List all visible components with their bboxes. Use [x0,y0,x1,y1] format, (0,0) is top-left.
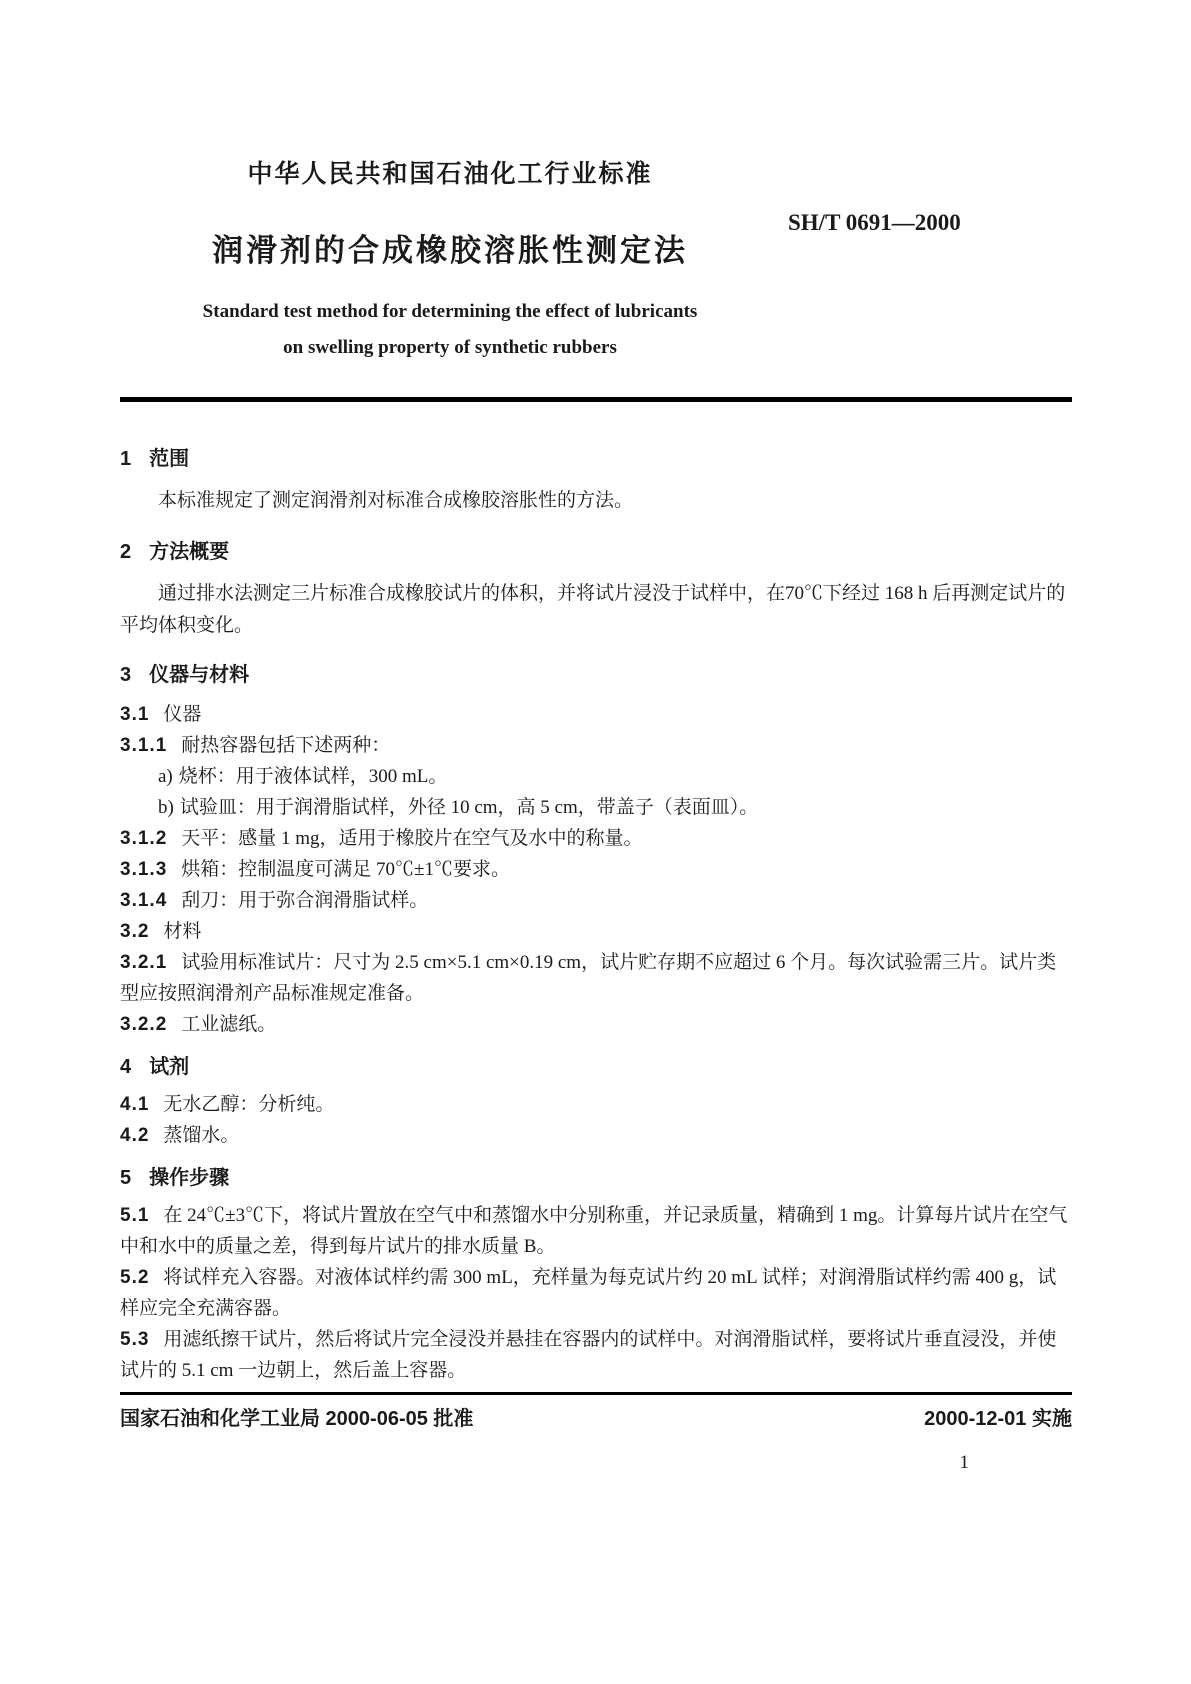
clause-text: 刮刀：用于弥合润滑脂试样。 [181,890,429,911]
approval-info: 国家石油和化学工业局 2000-06-05 批准 [120,1408,474,1430]
page-number: 1 [959,1452,969,1473]
clause-number: 3.1 [120,704,150,725]
clause-text: 将试样充入容器。对液体试样约需 300 mL，充样量为每克试片约 20 mL 试样；对润滑脂试样约需 400 g，试样应完全充满容器。 [120,1267,1057,1319]
footer-divider [120,1392,1072,1395]
header-divider [120,397,1072,402]
clause-text: 试验用标准试片：尺寸为 2.5 cm×5.1 cm×0.19 cm，试片贮存期不应超过 6 个月。每次试验需三片。试片类型应按照润滑剂产品标准规定准备。 [120,952,1057,1004]
section-5-clauses [120,1200,1072,1386]
clause-3-2 [120,916,1072,947]
clause-number: 4.1 [120,1094,150,1115]
clause-text: 工业滤纸。 [181,1014,277,1035]
clause-text: 仪器 [163,704,202,725]
list-item-text: 烧杯：用于液体试样，300 mL。 [178,766,448,787]
standard-type-line: 中华人民共和国石油化工行业标准 [247,160,653,188]
clause-number: 3.2 [120,921,150,942]
clause-5-1 [120,1200,1072,1262]
clause-number: 5.1 [120,1205,150,1226]
clause-number: 5.2 [120,1267,150,1288]
header-title-block [120,158,780,361]
clause-number: 5.3 [120,1329,150,1350]
clause-number: 3.2.1 [120,952,168,973]
clause-text: 在 24℃±3℃下，将试片置放在空气中和蒸馏水中分别称重，并记录质量，精确到 1 mg。计算每片试片在空气中和水中的质量之差，得到每片试片的排水质量 B。 [120,1205,1068,1257]
implementation-info: 2000-12-01 实施 [924,1408,1072,1430]
clause-4-2 [120,1120,1072,1151]
section-heading-scope [120,446,1072,473]
clause-3-1 [120,699,1072,730]
section-number: 5 [120,1167,132,1189]
clause-number: 3.2.2 [120,1014,168,1035]
clause-5-2 [120,1262,1072,1324]
list-item-a [120,761,1072,792]
clause-number: 4.2 [120,1125,150,1146]
section-number: 2 [120,541,132,563]
clause-text: 天平：感量 1 mg，适用于橡胶片在空气及水中的称量。 [181,828,643,849]
method-summary-paragraph: 通过排水法测定三片标准合成橡胶试片的体积，并将试片浸没于试样中，在70℃下经过 168 h 后再测定试片的平均体积变化。 [120,583,1066,636]
standard-code: SH/T 0691—2000 [788,210,961,235]
clause-text: 无水乙醇：分析纯。 [163,1094,335,1115]
clause-text: 蒸馏水。 [163,1125,240,1146]
section-number: 3 [120,664,132,686]
section-title: 方法概要 [149,541,230,563]
clause-number: 3.1.2 [120,828,168,849]
list-item-b [120,792,1072,823]
clause-text: 用滤纸擦干试片，然后将试片完全浸没并悬挂在容器内的试样中。对润滑脂试样，要将试片垂直浸没，并使试片的 5.1 cm 一边朝上，然后盖上容器。 [120,1329,1057,1381]
section-heading-apparatus-materials [120,662,1072,689]
document-header [120,158,1072,361]
section-title: 操作步骤 [149,1167,230,1189]
clause-3-2-2 [120,1009,1072,1040]
clause-3-1-3 [120,854,1072,885]
section-3-clauses [120,699,1072,1040]
section-4-clauses [120,1089,1072,1151]
clause-5-3 [120,1324,1072,1386]
clause-text: 耐热容器包括下述两种： [181,735,391,756]
section-title: 范围 [149,448,190,470]
section-title: 试剂 [149,1056,190,1078]
section-heading-reagents [120,1054,1072,1081]
section-heading-procedure [120,1165,1072,1192]
clause-number: 3.1.1 [120,735,168,756]
section-heading-method-summary [120,539,1072,566]
section-number: 1 [120,448,132,470]
clause-3-2-1 [120,947,1072,1009]
clause-3-1-2 [120,823,1072,854]
clause-4-1 [120,1089,1072,1120]
document-title-english-line2: on swelling property of synthetic rubbers [283,337,617,358]
clause-number: 3.1.4 [120,890,168,911]
clause-3-1-1 [120,730,1072,761]
clause-3-1-4 [120,885,1072,916]
document-title-english-line1: Standard test method for determining the effect of lubricants [202,301,698,322]
clause-text: 材料 [163,921,202,942]
scope-paragraph: 本标准规定了测定润滑剂对标准合成橡胶溶胀性的方法。 [158,490,634,511]
list-item-text: 试验皿：用于润滑脂试样，外径 10 cm，高 5 cm，带盖子（表面皿）。 [179,797,759,818]
section-number: 4 [120,1056,132,1078]
page-content [120,158,1072,1386]
list-item-label: b) [158,797,174,818]
section-title: 仪器与材料 [149,664,250,686]
clause-number: 3.1.3 [120,859,168,880]
page-footer [120,1402,1072,1431]
clause-text: 烘箱：控制温度可满足 70℃±1℃要求。 [181,859,510,880]
list-item-label: a) [158,766,173,787]
document-title-chinese: 润滑剂的合成橡胶溶胀性测定法 [212,233,688,268]
